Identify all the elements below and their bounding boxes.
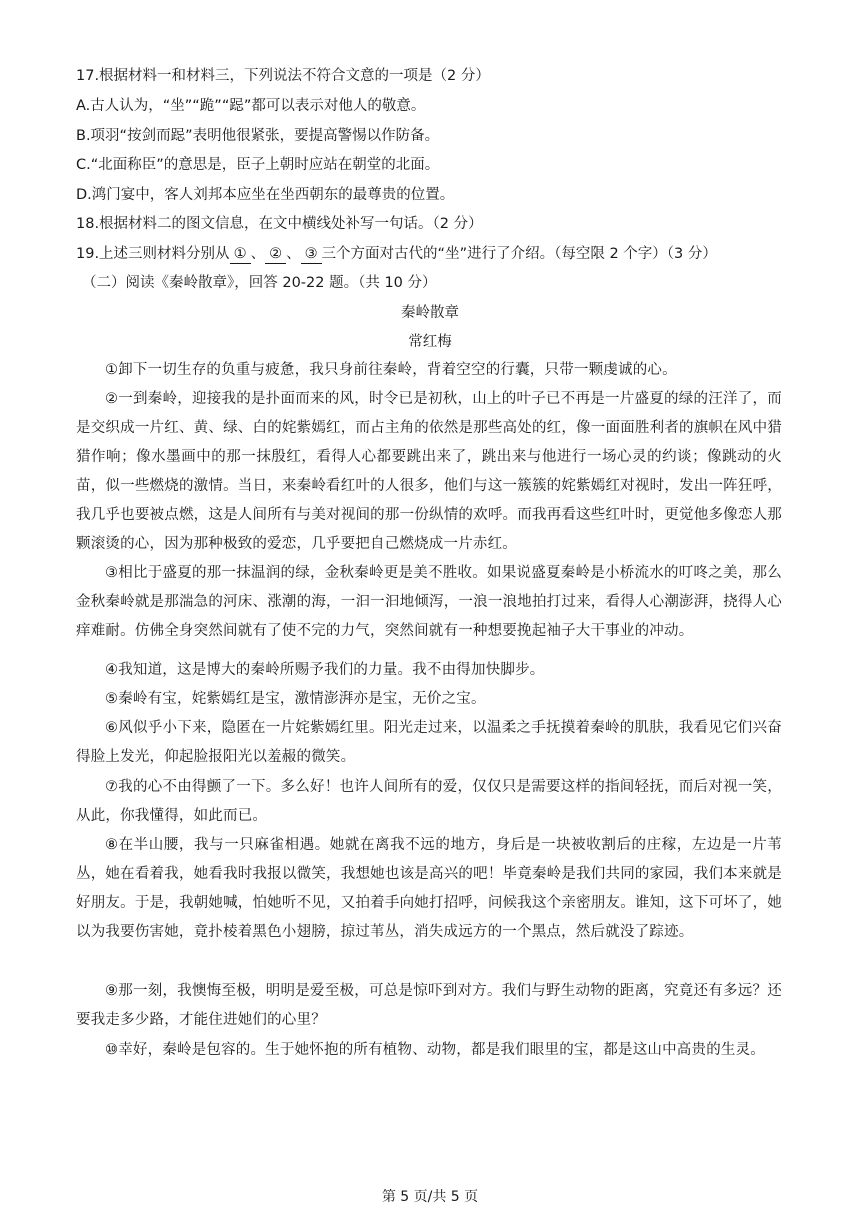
paragraph-4: ④我知道，这是博大的秦岭所赐予我们的力量。我不由得加快脚步。 [105,662,545,678]
paragraph-1: ①卸下一切生存的负重与疲惫，我只身前往秦岭，背着空空的行囊，只带一颗虔诚的心。 [105,362,677,378]
paragraph-6: ⑥风似乎小下来，隐匿在一片姹紫嫣红里。阳光走过来，以温柔之手抚摸着秦岭的肌肤，我看见它们兴奋得脸上发光，仰起脸报阳光以羞赧的微笑。 [76,720,782,765]
paragraph-2: ②一到秦岭，迎接我的是扑面而来的风，时令已是初秋，山上的叶子已不再是一片盛夏的绿的汪洋了，而是交织成一片红、黄、绿、白的姹紫嫣红，而占主角的依然是那些高处的红，像一面面胜利者的旗帜在风中猎猎作响；像水墨画中的那一抹殷红，看得人心都要跳出来了，跳出来与他进行一场心灵的约谈；像跳动的火苗，似一些燃烧的激情。当日，来秦岭看红叶的人很多，他们与这一簇簇的姹紫嫣红对视时，发出一阵狂呼，我几乎也要被点燃，这是人间所有与美对视间的那一份纵情的欢呼。而我再看这些红叶时，更觉他多像恋人那颗滚烫的心，因为那种极致的爱恋，几乎要把自己燃烧成一片赤红。 [76,391,782,552]
question-19-blank-2: ② [265,246,286,264]
question-17: 17.根据材料一和材料三，下列说法不符合文意的一项是（2 分） [76,68,490,84]
question-19-separator-1: 、 [250,246,266,262]
paragraph-10: ⑩幸好，秦岭是包容的。生于她怀抱的所有植物、动物，都是我们眼里的宝，都是这山中高贵的生灵。 [105,1042,765,1058]
paragraph-7: ⑦我的心不由得颤了一下。多么好！也许人间所有的爱，仅仅只是需要这样的指间轻抚，而后对视一笑，从此，你我懂得，如此而已。 [76,779,782,824]
question-19-prefix: 19.上述三则材料分别从 [76,246,230,262]
paragraph-5: ⑤秦岭有宝，姹紫嫣红是宝，激情澎湃亦是宝，无价之宝。 [105,691,486,707]
section-heading: （二）阅读《秦岭散章》，回答 20-22 题。（共 10 分） [82,275,437,291]
option-d: D.鸿门宴中，客人刘邦本应坐在坐西朝东的最尊贵的位置。 [76,187,455,203]
question-19-blank-1: ① [230,246,251,264]
paragraph-9: ⑨那一刻，我懊悔至极，明明是爱至极，可总是惊吓到对方。我们与野生动物的距离，究竟还有多远？还要我走多少路，才能住进她们的心里？ [76,983,782,1028]
question-19-blank-3: ③ [301,246,322,264]
option-c: C.“北面称臣”的意思是，臣子上朝时应站在朝堂的北面。 [76,157,440,173]
essay-author: 常红梅 [408,334,452,350]
question-19 [76,244,717,264]
page-footer: 第 5 页/共 5 页 [381,1189,479,1205]
option-a: A.古人认为，“坐”“跪”“跽”都可以表示对他人的敬意。 [76,98,426,114]
paragraph-3: ③相比于盛夏的那一抹温润的绿，金秋秦岭更是美不胜收。如果说盛夏秦岭是小桥流水的叮咚之美，那么金秋秦岭就是那湍急的河床、涨潮的海，一汩一汩地倾泻，一浪一浪地拍打过来，看得人心潮澎湃，挠得人心痒难耐。仿佛全身突然间就有了使不完的力气，突然间就有一种想要挽起袖子大干事业的冲动。 [76,565,782,639]
question-19-suffix: 三个方面对古代的“坐”进行了介绍。（每空限 2 个字）（3 分） [321,246,717,262]
essay-title: 秦岭散章 [401,305,459,321]
question-19-separator-2: 、 [286,246,301,262]
option-b: B.项羽“按剑而跽”表明他很紧张，要提高警惕以作防备。 [76,128,440,144]
question-18: 18.根据材料二的图文信息，在文中横线处补写一句话。（2 分） [76,216,483,232]
paragraph-8: ⑧在半山腰，我与一只麻雀相遇。她就在离我不远的地方，身后是一块被收割后的庄稼，左边是一片苇丛，她在看着我，她看我时我报以微笑，我想她也该是高兴的吧！毕竟秦岭是我们共同的家园，我们本来就是好朋友。于是，我朝她喊，怕她听不见，又拍着手向她打招呼，问候我这个亲密朋友。谁知，这下可坏了，她以为我要伤害她，竟扑棱着黑色小翅膀，掠过苇丛，消失成远方的一个黑点，然后就没了踪迹。 [76,837,782,940]
